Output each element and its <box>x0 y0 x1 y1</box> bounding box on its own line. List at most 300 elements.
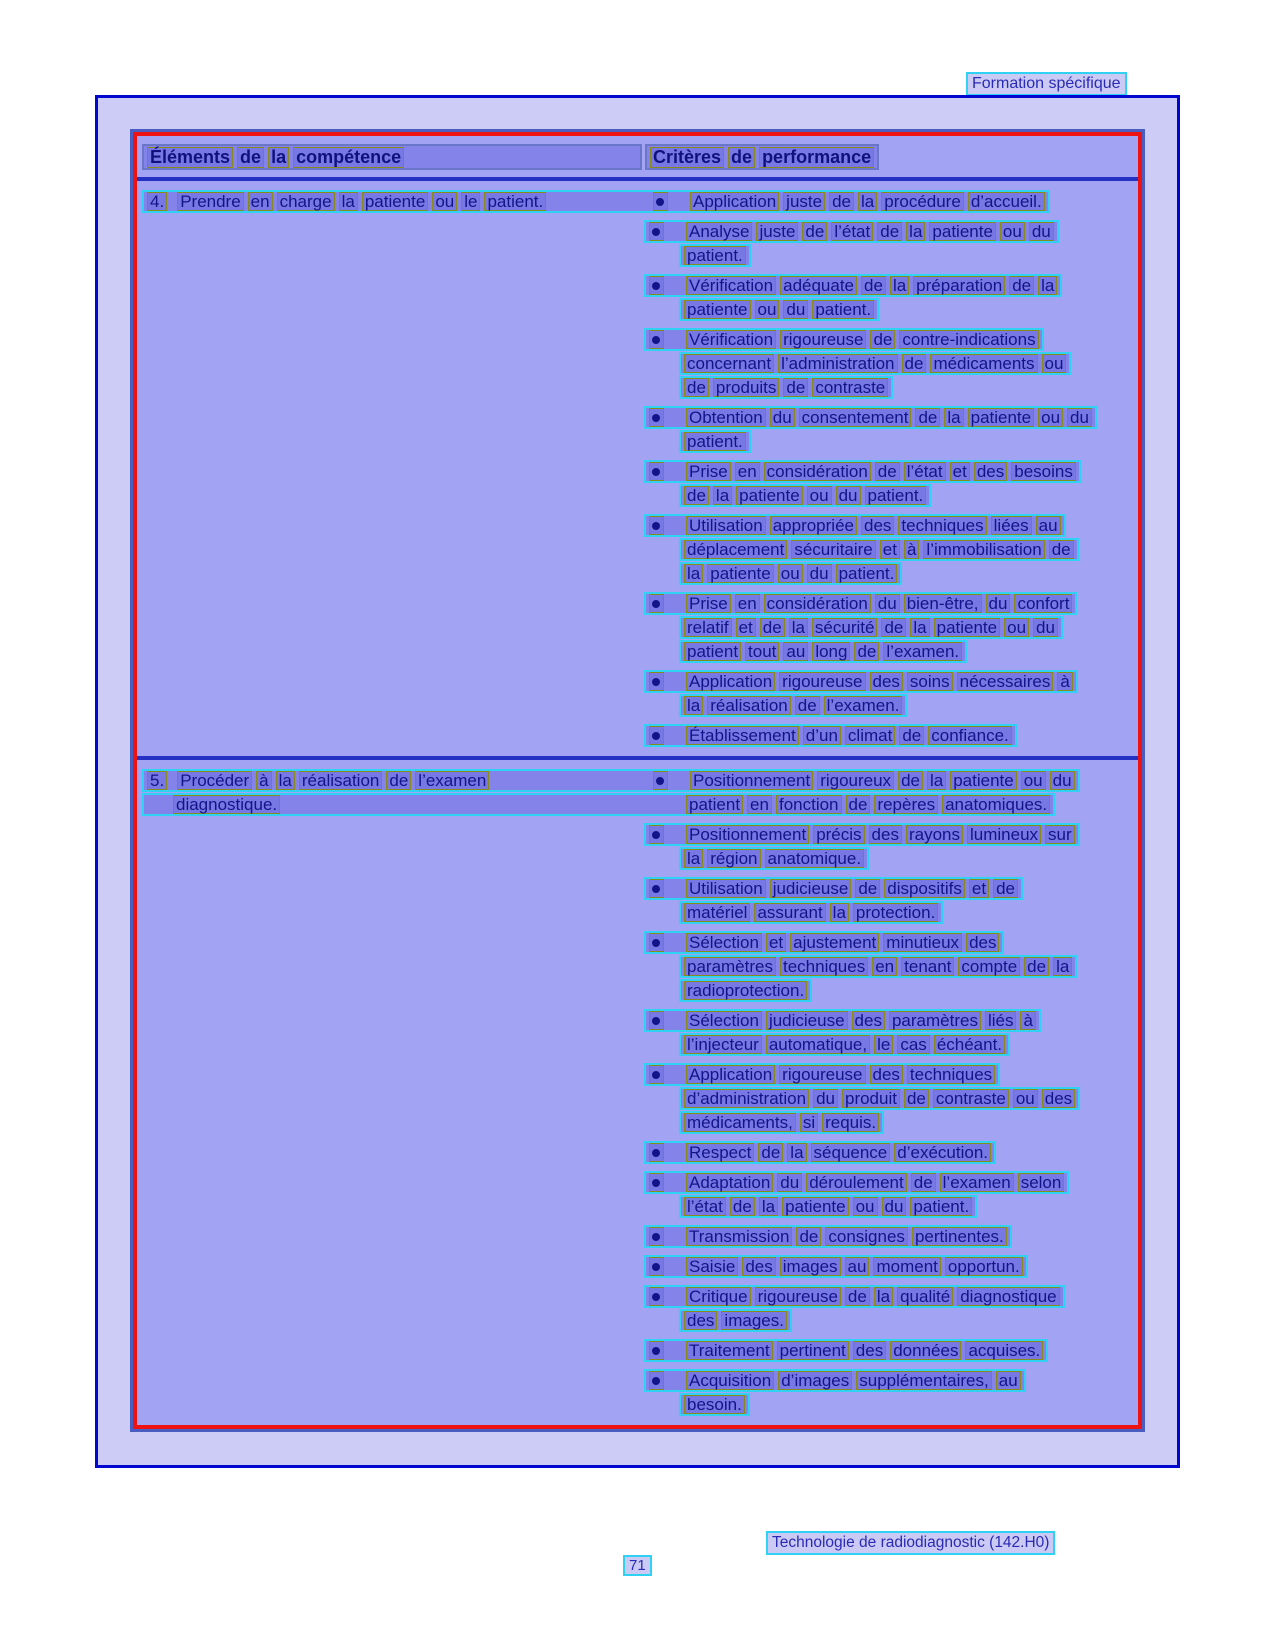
word-highlight: liés <box>985 1011 1017 1030</box>
word-highlight: de <box>915 408 940 427</box>
word-highlight: de <box>783 378 808 397</box>
word-highlight: Établissement <box>686 726 799 745</box>
criterion-item <box>644 592 1077 663</box>
word-highlight: la <box>1053 957 1072 976</box>
word-highlight: l’état <box>684 1197 726 1216</box>
word-highlight: ou <box>1000 222 1025 241</box>
word-highlight: la <box>858 192 877 211</box>
criterion-line <box>644 406 1097 429</box>
word-highlight: des <box>742 1257 775 1276</box>
word-highlight: déplacement <box>684 540 787 559</box>
row-number: 5. <box>147 771 167 790</box>
bullet-icon <box>653 771 668 790</box>
word-highlight: échéant. <box>934 1035 1005 1054</box>
word-highlight: patiente <box>782 1197 849 1216</box>
word-highlight: médicaments, <box>684 1113 796 1132</box>
criterion-line <box>644 1063 1000 1086</box>
word-highlight: ou <box>1013 1089 1038 1108</box>
word-highlight: techniques <box>898 516 986 535</box>
word-highlight: du <box>813 1089 838 1108</box>
word-highlight: Vérification <box>686 276 776 295</box>
word-highlight: consentement <box>799 408 912 427</box>
word-highlight: Prise <box>686 462 731 481</box>
criterion-item <box>644 1285 1065 1332</box>
word-highlight: techniques <box>907 1065 995 1084</box>
criterion-line <box>679 847 869 870</box>
criterion-line <box>644 931 1004 954</box>
word-highlight: nécessaires <box>957 672 1054 691</box>
word-highlight: de <box>829 192 854 211</box>
word-highlight: judicieuse <box>766 1011 848 1030</box>
criterion-line <box>679 430 751 453</box>
word-highlight: repères <box>874 795 938 814</box>
word-highlight: de <box>993 879 1018 898</box>
word-highlight: opportun. <box>945 1257 1023 1276</box>
criterion-line <box>679 298 879 321</box>
word-highlight: réalisation <box>299 771 383 790</box>
criterion-line <box>644 670 1078 693</box>
word-highlight: dispositifs <box>884 879 965 898</box>
bullet-icon <box>649 516 664 535</box>
word-highlight: médicaments <box>930 354 1037 373</box>
word-highlight: la <box>906 222 925 241</box>
word-highlight: patient. <box>836 564 898 583</box>
word-highlight: lumineux <box>967 825 1041 844</box>
criterion-item <box>644 1339 1048 1362</box>
word-highlight: selon <box>1018 1173 1065 1192</box>
word-highlight: confiance. <box>928 726 1012 745</box>
word-highlight: de <box>875 462 900 481</box>
word-highlight: Utilisation <box>686 516 766 535</box>
word-highlight: assurant <box>754 903 825 922</box>
word-highlight: des <box>870 1065 903 1084</box>
word-highlight: patient. <box>812 300 874 319</box>
criterion-line <box>679 562 902 585</box>
criterion-line <box>644 592 1077 615</box>
criterion-line <box>679 1195 977 1218</box>
word-highlight: données <box>890 1341 961 1360</box>
word-highlight: l’état <box>904 462 946 481</box>
criterion-item <box>644 328 1071 399</box>
criterion-line <box>644 328 1044 351</box>
word-highlight: du <box>770 408 795 427</box>
criterion-line <box>679 616 1063 639</box>
criterion-line <box>644 1009 1041 1032</box>
bullet-icon <box>649 276 664 295</box>
word-highlight: acquises. <box>965 1341 1043 1360</box>
word-highlight: si <box>800 1113 818 1132</box>
word-highlight: Application <box>686 672 775 691</box>
criterion-item <box>644 823 1080 870</box>
word-highlight: à <box>256 771 271 790</box>
word-highlight: techniques <box>780 957 868 976</box>
word-highlight: qualité <box>897 1287 953 1306</box>
word-highlight: l’immobilisation <box>923 540 1044 559</box>
word-highlight: sur <box>1045 825 1075 844</box>
word-highlight: de <box>904 1089 929 1108</box>
word-highlight: ou <box>807 486 832 505</box>
word-highlight: du <box>1050 771 1075 790</box>
word-highlight: compte <box>958 957 1020 976</box>
criterion-item <box>644 220 1059 267</box>
criterion-line <box>644 1285 1065 1308</box>
word-highlight: diagnostique. <box>173 795 280 814</box>
criterion-line <box>679 901 943 924</box>
word-highlight: sécuritaire <box>791 540 875 559</box>
word-highlight: la <box>759 1197 778 1216</box>
table-line <box>142 793 1055 816</box>
criterion-item <box>644 460 1081 507</box>
word-highlight: besoins <box>1011 462 1076 481</box>
word-highlight: Saisie <box>686 1257 738 1276</box>
word-highlight: la <box>339 192 358 211</box>
table-header-row <box>137 136 1138 181</box>
word-highlight: précis <box>813 825 864 844</box>
bullet-icon <box>649 462 664 481</box>
word-highlight: de <box>796 1227 821 1246</box>
word-highlight: des <box>853 1341 886 1360</box>
word-highlight: charge <box>277 192 335 211</box>
word-highlight: des <box>974 462 1007 481</box>
table-row <box>137 181 1138 756</box>
word-highlight: l’examen <box>415 771 489 790</box>
word-highlight: la <box>276 771 295 790</box>
criterion-line <box>679 376 893 399</box>
criterion-item <box>644 1369 1026 1416</box>
criterion-line <box>679 694 907 717</box>
word-highlight: le <box>461 192 480 211</box>
word-highlight: de <box>795 696 820 715</box>
bullet-icon <box>653 192 668 211</box>
word-highlight: sécurité <box>812 618 878 637</box>
criterion-item <box>644 1171 1069 1218</box>
word-highlight: patiente <box>934 618 1001 637</box>
column-header-criteria <box>645 144 879 170</box>
word-highlight: supplémentaires, <box>856 1371 991 1390</box>
word-highlight: la <box>927 771 946 790</box>
word-highlight: pertinent <box>777 1341 849 1360</box>
word-highlight: patient. <box>684 432 746 451</box>
word-highlight: cas <box>897 1035 929 1054</box>
bullet-icon <box>649 1371 664 1390</box>
word-highlight: Transmission <box>686 1227 792 1246</box>
criterion-item <box>644 670 1078 717</box>
word-highlight: région <box>707 849 760 868</box>
word-highlight: ou <box>1004 618 1029 637</box>
element-cell-line <box>144 771 646 790</box>
word-highlight: au <box>996 1371 1021 1390</box>
word-highlight: la <box>684 696 703 715</box>
criterion-item <box>644 724 1017 747</box>
word-highlight: la <box>787 1143 806 1162</box>
criterion-line <box>679 1309 792 1332</box>
word-highlight: de <box>684 378 709 397</box>
criterion-line <box>679 538 1079 561</box>
word-highlight: à <box>904 540 919 559</box>
word-highlight: rigoureuse <box>779 672 865 691</box>
word-highlight: considération <box>764 594 871 613</box>
bullet-icon <box>649 1341 664 1360</box>
bullet-icon <box>649 1011 664 1030</box>
word-highlight: Traitement <box>686 1341 773 1360</box>
word-highlight: anatomiques. <box>942 795 1050 814</box>
word-highlight: de <box>802 222 827 241</box>
word-highlight: requis. <box>822 1113 879 1132</box>
word-highlight: du <box>783 300 808 319</box>
word-highlight: patiente <box>362 192 429 211</box>
bullet-icon <box>649 933 664 952</box>
word-highlight: des <box>870 672 903 691</box>
word-highlight: tenant <box>901 957 954 976</box>
criterion-line <box>644 724 1017 747</box>
word-highlight: de <box>855 879 880 898</box>
word-highlight: juste <box>756 222 798 241</box>
word-highlight: la <box>789 618 808 637</box>
word-highlight: à <box>1020 1011 1035 1030</box>
word-highlight: la <box>944 408 963 427</box>
bullet-icon <box>649 222 664 241</box>
word-highlight: fonction <box>776 795 842 814</box>
word-highlight: ou <box>1021 771 1046 790</box>
word-highlight: de <box>758 1143 783 1162</box>
word-highlight: Analyse <box>686 222 752 241</box>
word-highlight: du <box>882 1197 907 1216</box>
word-highlight: au <box>783 642 808 661</box>
word-highlight: de <box>911 1173 936 1192</box>
word-highlight: la <box>1038 276 1057 295</box>
word-highlight: au <box>845 1257 870 1276</box>
word-highlight: Application <box>690 192 779 211</box>
word-highlight: patient <box>684 642 741 661</box>
word-highlight: à <box>1057 672 1072 691</box>
criterion-line <box>644 1339 1048 1362</box>
word-highlight: de <box>237 147 264 168</box>
word-highlight: déroulement <box>806 1173 907 1192</box>
table-line <box>142 769 1080 792</box>
word-highlight: de <box>899 726 924 745</box>
word-highlight: Éléments <box>147 147 233 168</box>
criterion-item <box>644 406 1097 453</box>
word-highlight: d’images <box>778 1371 852 1390</box>
word-highlight: la <box>890 276 909 295</box>
word-highlight: de <box>1009 276 1034 295</box>
word-highlight: Prise <box>686 594 731 613</box>
word-highlight: Critères <box>650 147 724 168</box>
word-highlight: de <box>1049 540 1074 559</box>
word-highlight: de <box>898 771 923 790</box>
section-header-note: Formation spécifique <box>966 72 1127 96</box>
criterion-item <box>644 1141 996 1164</box>
word-highlight: patiente <box>684 300 751 319</box>
word-highlight: patiente <box>707 564 774 583</box>
word-highlight: Positionnement <box>686 825 809 844</box>
criterion-line <box>679 352 1071 375</box>
word-highlight: produit <box>842 1089 900 1108</box>
word-highlight: et <box>950 462 970 481</box>
word-highlight: réalisation <box>707 696 791 715</box>
word-highlight: juste <box>783 192 825 211</box>
criterion-line <box>679 1033 1010 1056</box>
word-highlight: la <box>268 147 289 168</box>
word-highlight: la <box>910 618 929 637</box>
word-highlight: l’état <box>831 222 873 241</box>
word-highlight: Procéder <box>177 771 252 790</box>
word-highlight: de <box>861 276 886 295</box>
word-highlight: liées <box>991 516 1032 535</box>
word-highlight: de <box>870 330 895 349</box>
page-number: 71 <box>623 1555 652 1576</box>
criterion-line <box>644 1225 1012 1248</box>
word-highlight: de <box>684 486 709 505</box>
word-highlight: appropriée <box>770 516 857 535</box>
word-highlight: l’examen <box>940 1173 1014 1192</box>
word-highlight: d’administration <box>684 1089 809 1108</box>
word-highlight: long <box>812 642 850 661</box>
bullet-icon <box>649 1287 664 1306</box>
bullet-icon <box>649 672 664 691</box>
criterion-line <box>644 1171 1069 1194</box>
criterion-line <box>679 955 1077 978</box>
word-highlight: concernant <box>684 354 774 373</box>
word-highlight: rigoureux <box>817 771 894 790</box>
table-line <box>142 190 1050 213</box>
bullet-icon <box>649 408 664 427</box>
word-highlight: des <box>684 1311 717 1330</box>
word-highlight: et <box>880 540 900 559</box>
word-highlight: l’examen. <box>824 696 903 715</box>
criterion-line <box>679 640 967 663</box>
word-highlight: des <box>966 933 999 952</box>
word-highlight: en <box>248 192 273 211</box>
word-highlight: anatomique. <box>765 849 865 868</box>
criterion-item <box>644 274 1062 321</box>
criterion-item <box>644 877 1023 924</box>
word-highlight: le <box>874 1035 893 1054</box>
word-highlight: minutieux <box>883 933 962 952</box>
word-highlight: Acquisition <box>686 1371 774 1390</box>
bullet-icon <box>649 1173 664 1192</box>
word-highlight: en <box>735 594 760 613</box>
word-highlight: d’un <box>803 726 841 745</box>
word-highlight: ou <box>778 564 803 583</box>
word-highlight: de <box>902 354 927 373</box>
word-highlight: Sélection <box>686 1011 762 1030</box>
word-highlight: rigoureuse <box>780 330 866 349</box>
word-highlight: en <box>747 795 772 814</box>
word-highlight: radioprotection. <box>684 981 807 1000</box>
word-highlight: patiente <box>929 222 996 241</box>
word-highlight: adéquate <box>780 276 857 295</box>
criterion-line <box>650 795 1053 814</box>
criterion-item <box>644 1225 1012 1248</box>
word-highlight: rayons <box>906 825 963 844</box>
word-highlight: des <box>869 825 902 844</box>
word-highlight: du <box>777 1173 802 1192</box>
word-highlight: Application <box>686 1065 775 1084</box>
word-highlight: de <box>846 795 871 814</box>
word-highlight: de <box>728 147 755 168</box>
word-highlight: du <box>807 564 832 583</box>
criterion-line <box>644 823 1080 846</box>
word-highlight: produits <box>713 378 779 397</box>
word-highlight: relatif <box>684 618 732 637</box>
criterion-line <box>650 192 1048 211</box>
criterion-line <box>679 244 751 267</box>
word-highlight: de <box>881 618 906 637</box>
word-highlight: moment <box>873 1257 940 1276</box>
bullet-icon <box>649 879 664 898</box>
word-highlight: Vérification <box>686 330 776 349</box>
criterion-line <box>644 460 1081 483</box>
word-highlight: l’examen. <box>883 642 962 661</box>
criterion-line <box>644 1369 1026 1392</box>
word-highlight: patient <box>686 795 743 814</box>
page-body <box>95 95 1180 1468</box>
word-highlight: Prendre <box>177 192 243 211</box>
word-highlight: paramètres <box>684 957 776 976</box>
word-highlight: climat <box>845 726 895 745</box>
word-highlight: de <box>760 618 785 637</box>
word-highlight: la <box>684 849 703 868</box>
word-highlight: patient. <box>910 1197 972 1216</box>
word-highlight: patient. <box>865 486 927 505</box>
bullet-icon <box>649 726 664 745</box>
word-highlight: bien-être, <box>904 594 982 613</box>
word-highlight: protection. <box>853 903 938 922</box>
word-highlight: de <box>845 1287 870 1306</box>
word-highlight: images <box>780 1257 841 1276</box>
word-highlight: patiente <box>736 486 803 505</box>
word-highlight: procédure <box>881 192 964 211</box>
word-highlight: automatique, <box>766 1035 870 1054</box>
criterion-line <box>650 771 1078 790</box>
word-highlight: du <box>1033 618 1058 637</box>
word-highlight: contraste <box>933 1089 1009 1108</box>
word-highlight: et <box>766 933 786 952</box>
word-highlight: et <box>736 618 756 637</box>
word-highlight: du <box>836 486 861 505</box>
column-header-elements <box>142 144 642 170</box>
bullet-icon <box>649 825 664 844</box>
element-cell-line <box>144 192 646 211</box>
word-highlight: confort <box>1014 594 1072 613</box>
word-highlight: du <box>875 594 900 613</box>
word-highlight: des <box>861 516 894 535</box>
criterion-line <box>644 877 1023 900</box>
word-highlight: ou <box>1042 354 1067 373</box>
word-highlight: au <box>1036 516 1061 535</box>
bullet-icon <box>649 1143 664 1162</box>
word-highlight: patient. <box>484 192 546 211</box>
word-highlight: du <box>986 594 1011 613</box>
bullet-icon <box>649 330 664 349</box>
criterion-item <box>644 1009 1041 1056</box>
word-highlight: l’administration <box>778 354 897 373</box>
criterion-line <box>644 514 1066 537</box>
criterion-line <box>644 274 1062 297</box>
word-highlight: ajustement <box>790 933 879 952</box>
word-highlight: Adaptation <box>686 1173 773 1192</box>
word-highlight: considération <box>764 462 871 481</box>
word-highlight: et <box>969 879 989 898</box>
criterion-item <box>644 514 1079 585</box>
word-highlight: en <box>872 957 897 976</box>
word-highlight: images. <box>721 1311 787 1330</box>
word-highlight: du <box>1067 408 1092 427</box>
word-highlight: judicieuse <box>770 879 852 898</box>
word-highlight: rigoureuse <box>755 1287 841 1306</box>
word-highlight: des <box>1042 1089 1075 1108</box>
